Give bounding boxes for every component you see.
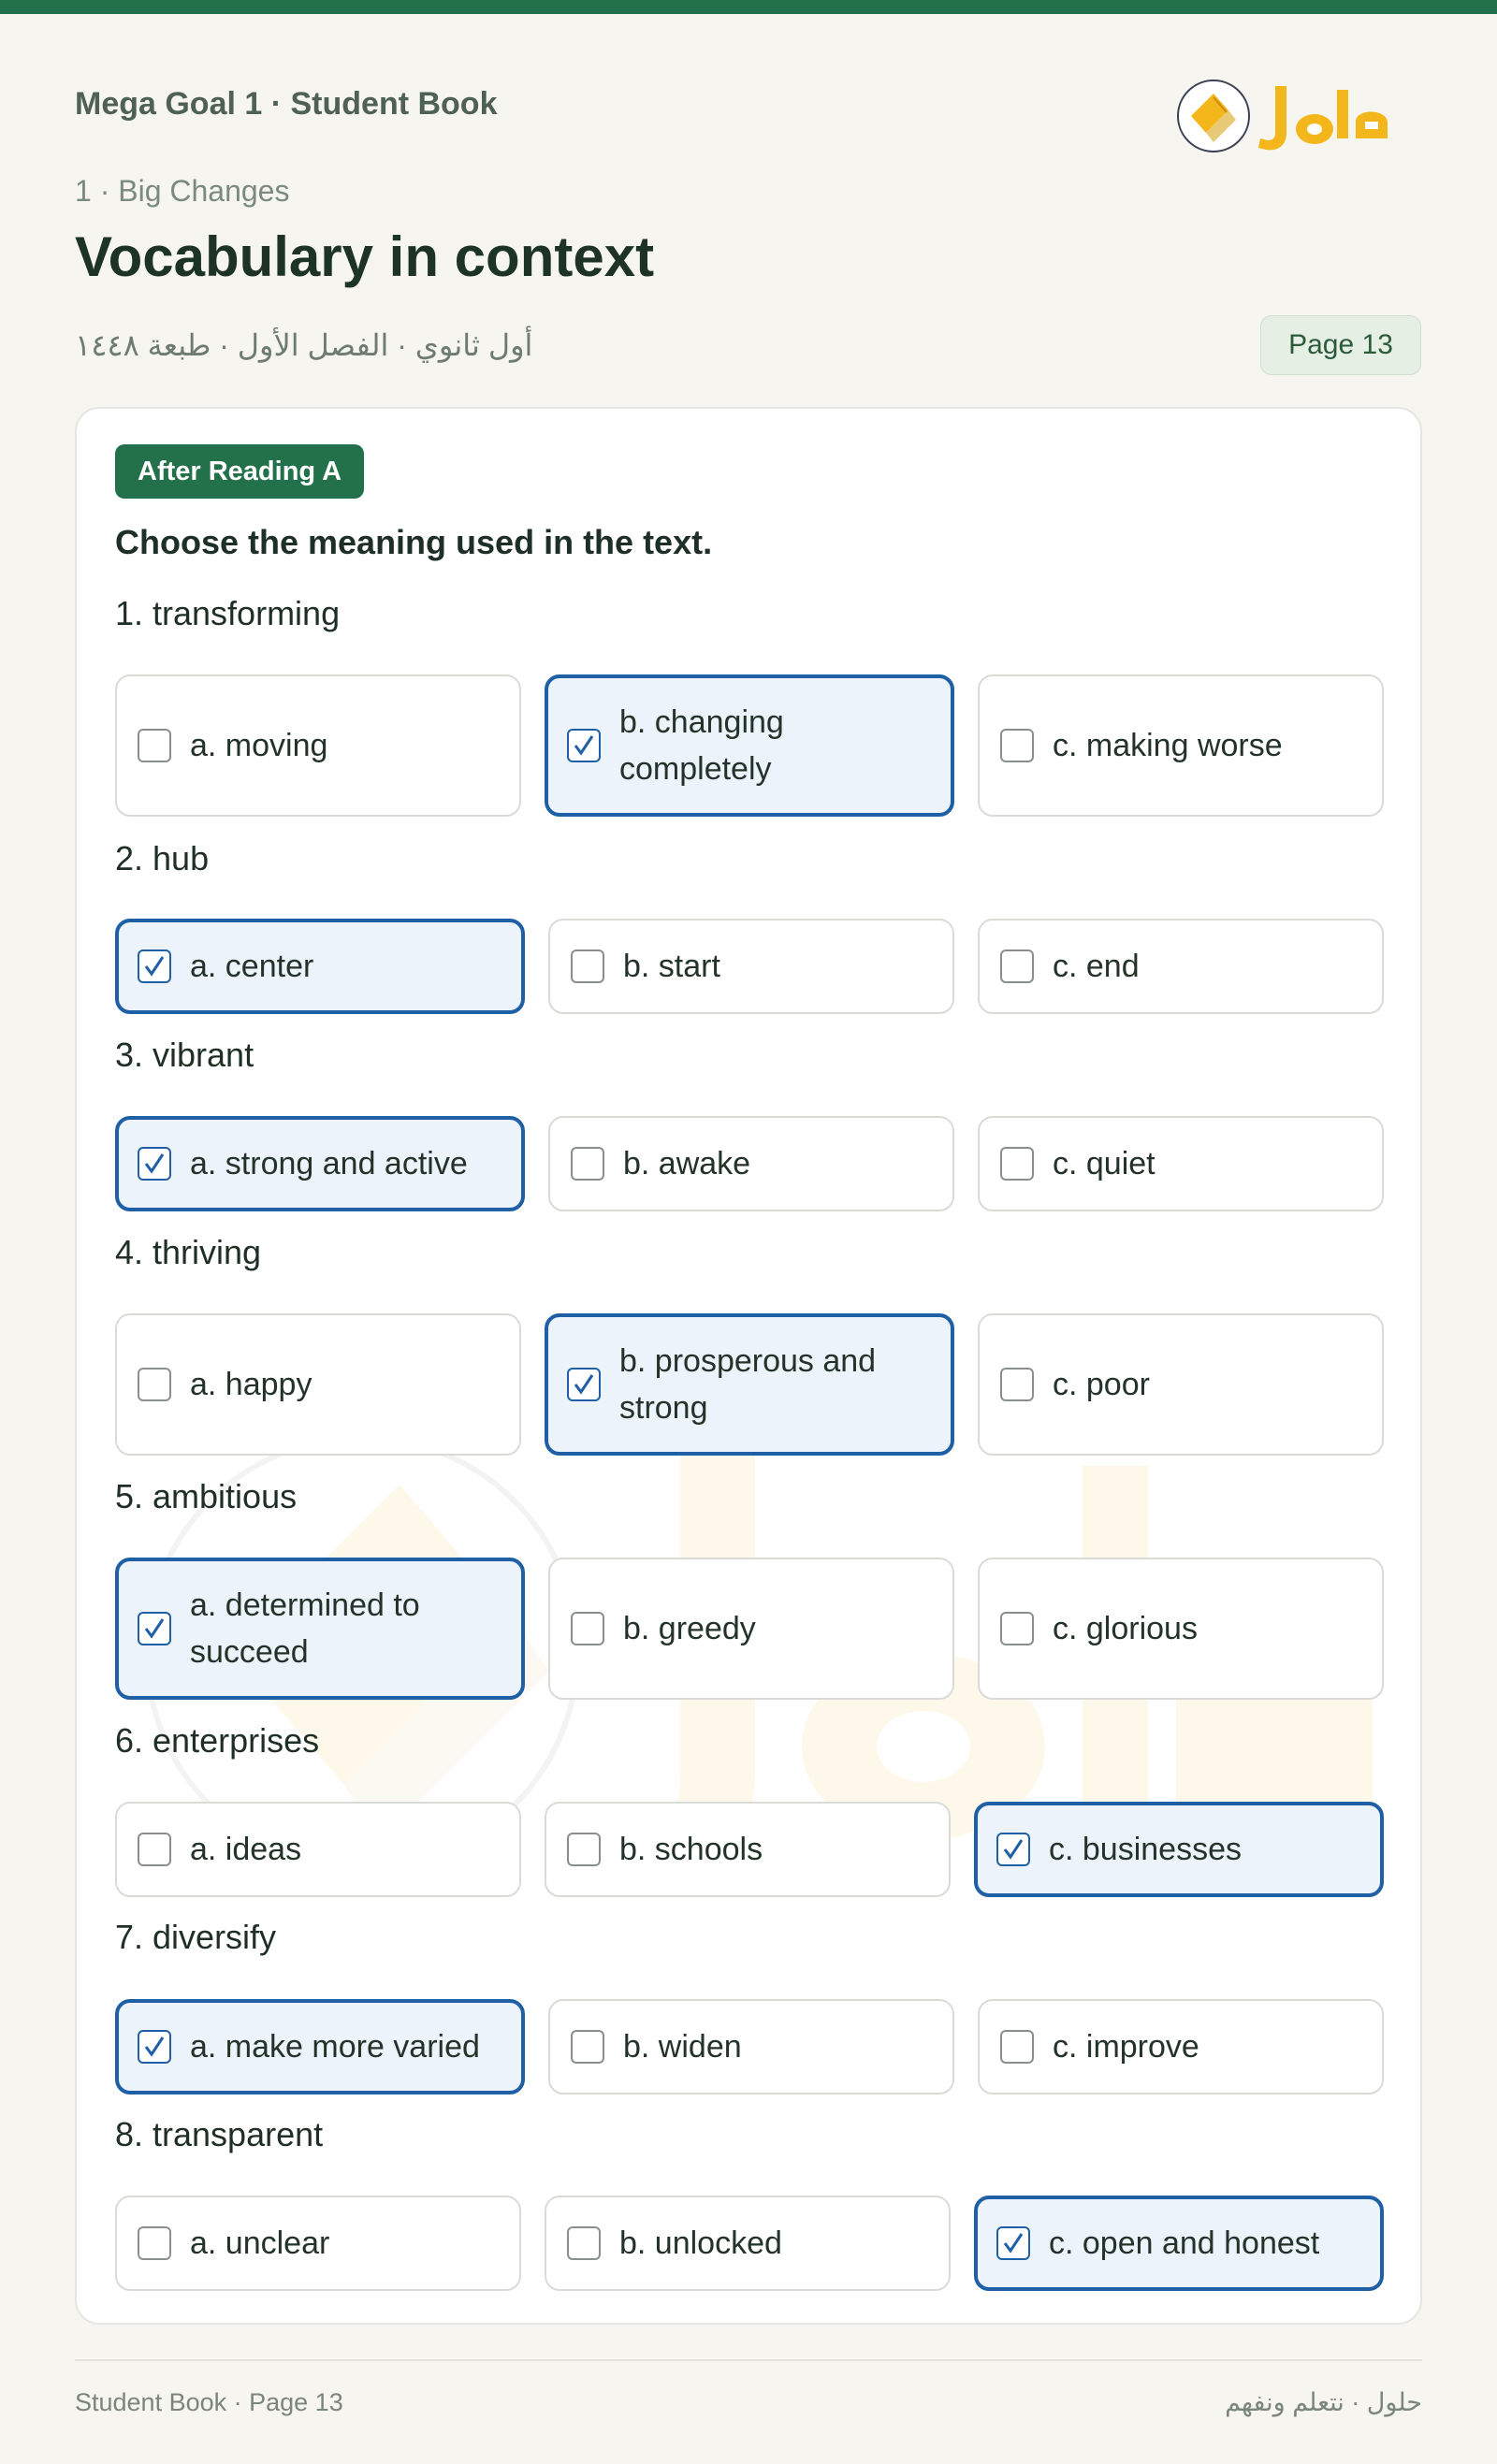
option-label: a. strong and active [190, 1146, 468, 1181]
checkbox[interactable] [138, 2226, 171, 2260]
check-icon [1001, 1837, 1025, 1862]
check-icon [142, 1616, 167, 1641]
option-q1-b[interactable] [545, 674, 954, 817]
option-q5-b[interactable] [548, 1558, 954, 1700]
checkbox[interactable] [996, 1833, 1030, 1866]
option-q4-c[interactable] [978, 1313, 1384, 1456]
checkbox[interactable] [571, 2030, 604, 2064]
option-q6-b[interactable] [545, 1802, 951, 1897]
instruction-text: Choose the meaning used in the text. [115, 523, 713, 561]
option-q1-a[interactable] [115, 674, 521, 817]
option-label: c. glorious [1053, 1611, 1198, 1646]
option-label: a. happy [190, 1367, 312, 1402]
checkbox[interactable] [1000, 729, 1034, 762]
option-label: c. poor [1053, 1367, 1150, 1402]
checkbox[interactable] [138, 1833, 171, 1866]
book-title: Mega Goal 1 · Student Book [75, 86, 498, 122]
section-tag: After Reading A [115, 444, 364, 499]
check-icon [572, 1372, 596, 1397]
option-q3-a[interactable] [115, 1116, 525, 1211]
option-label: c. improve [1053, 2029, 1199, 2065]
option-q8-b[interactable] [545, 2196, 951, 2291]
checkbox[interactable] [567, 2226, 601, 2260]
question-prompt: 1. transforming [115, 594, 341, 632]
checkbox[interactable] [1000, 1368, 1034, 1401]
option-label: b. awake [623, 1146, 751, 1181]
question-prompt: 6. enterprises [115, 1721, 320, 1760]
option-label: c. businesses [1049, 1832, 1242, 1867]
option-q1-c[interactable] [978, 674, 1384, 817]
option-q5-c[interactable] [978, 1558, 1384, 1700]
option-label: a. moving [190, 728, 328, 763]
footer-brand-tagline: حلول · نتعلم ونفهم [1225, 2388, 1422, 2416]
option-label: c. making worse [1053, 728, 1283, 763]
footer-divider [75, 2359, 1422, 2361]
checkbox[interactable] [567, 729, 601, 762]
checkbox[interactable] [138, 949, 171, 983]
question-prompt: 2. hub [115, 839, 210, 877]
grade-subtitle: أول ثانوي · الفصل الأول · طبعة ١٤٤٨ [75, 328, 533, 362]
option-label: c. open and honest [1049, 2225, 1320, 2261]
checkbox[interactable] [571, 949, 604, 983]
checkbox[interactable] [1000, 1147, 1034, 1181]
option-q2-c[interactable] [978, 919, 1384, 1014]
option-q2-b[interactable] [548, 919, 954, 1014]
option-q4-b[interactable] [545, 1313, 954, 1456]
option-q7-b[interactable] [548, 1999, 954, 2094]
question-prompt: 8. transparent [115, 2115, 324, 2153]
checkbox[interactable] [138, 1612, 171, 1645]
check-icon [1001, 2231, 1025, 2255]
option-label: c. end [1053, 949, 1140, 984]
option-label: a. make more varied [190, 2029, 480, 2065]
checkbox[interactable] [571, 1147, 604, 1181]
option-q2-a[interactable] [115, 919, 525, 1014]
question-prompt: 7. diversify [115, 1918, 277, 1956]
checkbox[interactable] [1000, 2030, 1034, 2064]
option-q5-a[interactable] [115, 1558, 525, 1700]
option-label: a. determined to succeed [190, 1587, 420, 1670]
option-label: a. center [190, 949, 314, 984]
option-q8-c[interactable] [974, 2196, 1384, 2291]
option-q3-b[interactable] [548, 1116, 954, 1211]
checkbox[interactable] [138, 2030, 171, 2064]
option-q7-c[interactable] [978, 1999, 1384, 2094]
option-label: b. greedy [623, 1611, 756, 1646]
brand-logo [1174, 67, 1408, 161]
check-icon [142, 1152, 167, 1176]
option-q7-a[interactable] [115, 1999, 525, 2094]
option-label: b. widen [623, 2029, 742, 2065]
option-label: b. start [623, 949, 720, 984]
top-accent-bar [0, 0, 1497, 14]
checkbox[interactable] [138, 1147, 171, 1181]
checkbox[interactable] [571, 1612, 604, 1645]
option-q4-a[interactable] [115, 1313, 521, 1456]
option-q8-a[interactable] [115, 2196, 521, 2291]
question-prompt: 3. vibrant [115, 1036, 254, 1074]
option-q6-a[interactable] [115, 1802, 521, 1897]
exercise-card [75, 407, 1422, 2325]
option-label: a. ideas [190, 1832, 302, 1867]
option-q6-c[interactable] [974, 1802, 1384, 1897]
option-label: b. unlocked [619, 2225, 782, 2261]
checkbox[interactable] [1000, 949, 1034, 983]
check-icon [572, 733, 596, 758]
option-q3-c[interactable] [978, 1116, 1384, 1211]
checkbox[interactable] [996, 2226, 1030, 2260]
option-label: a. unclear [190, 2225, 330, 2261]
question-prompt: 4. thriving [115, 1233, 262, 1271]
checkbox[interactable] [567, 1833, 601, 1866]
chapter-label: 1 · Big Changes [75, 174, 290, 208]
option-label: b. prosperous and strong [619, 1343, 877, 1426]
checkbox[interactable] [138, 729, 171, 762]
page-number-badge: Page 13 [1260, 315, 1421, 375]
page-title: Vocabulary in context [75, 225, 655, 288]
book-logo-icon [1178, 80, 1249, 152]
footer-page-label: Student Book · Page 13 [75, 2388, 343, 2416]
option-label: c. quiet [1053, 1146, 1155, 1181]
question-prompt: 5. ambitious [115, 1477, 298, 1515]
option-label: b. schools [619, 1832, 763, 1867]
check-icon [142, 954, 167, 978]
checkbox[interactable] [1000, 1612, 1034, 1645]
option-label: b. changing completely [619, 704, 784, 787]
check-icon [142, 2035, 167, 2059]
checkbox[interactable] [567, 1368, 601, 1401]
checkbox[interactable] [138, 1368, 171, 1401]
